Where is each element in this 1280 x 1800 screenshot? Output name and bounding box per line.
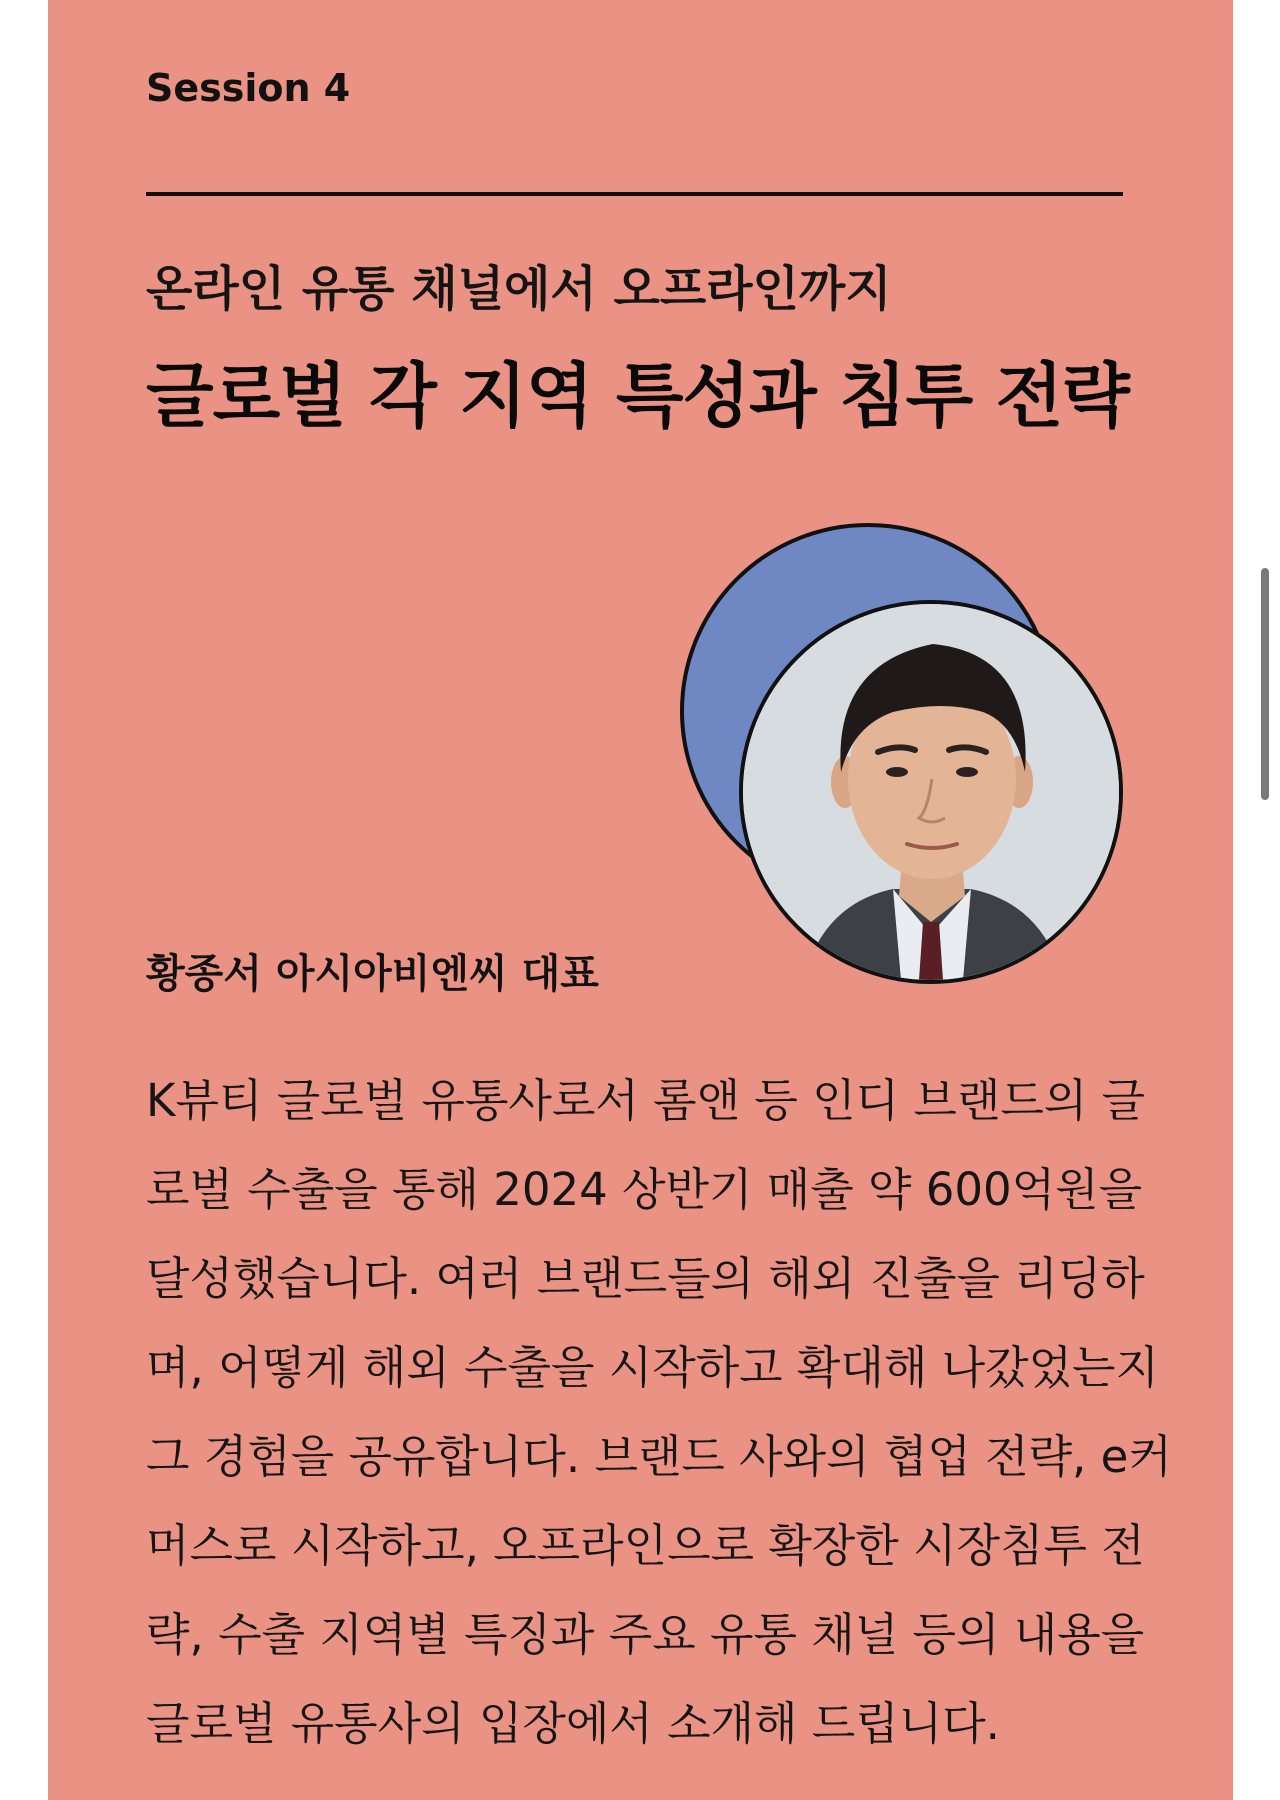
speaker-photo [739, 600, 1123, 984]
description-line: 달성했습니다. 여러 브랜드들의 해외 진출을 리딩하 [146, 1252, 1145, 1305]
description-line: 머스로 시작하고, 오프라인으로 확장한 시장침투 전 [146, 1519, 1145, 1572]
session-label: Session 4 [146, 66, 351, 110]
speaker-portrait-icon [743, 604, 1119, 980]
description-line: 글로벌 유통사의 입장에서 소개해 드립니다. [146, 1697, 1000, 1750]
description-line: 로벌 수출을 통해 2024 상반기 매출 약 600억원을 [146, 1163, 1143, 1216]
session-description [146, 1056, 1172, 1768]
session-subtitle: 온라인 유통 채널에서 오프라인까지 [146, 261, 892, 317]
speaker-name: 황종서 아시아비엔씨 대표 [146, 951, 599, 997]
description-line: 그 경험을 공유합니다. 브랜드 사와의 협업 전략, e커 [146, 1430, 1172, 1483]
description-line: K뷰티 글로벌 유통사로서 롬앤 등 인디 브랜드의 글 [146, 1074, 1146, 1127]
description-line: 략, 수출 지역별 특징과 주요 유통 채널 등의 내용을 [146, 1608, 1145, 1661]
session-card [48, 0, 1233, 1800]
description-line: 며, 어떻게 해외 수출을 시작하고 확대해 나갔었는지 [146, 1341, 1160, 1394]
divider [146, 192, 1123, 196]
session-title: 글로벌 각 지역 특성과 침투 전략 [146, 355, 1129, 437]
scrollbar-thumb[interactable] [1261, 568, 1269, 800]
